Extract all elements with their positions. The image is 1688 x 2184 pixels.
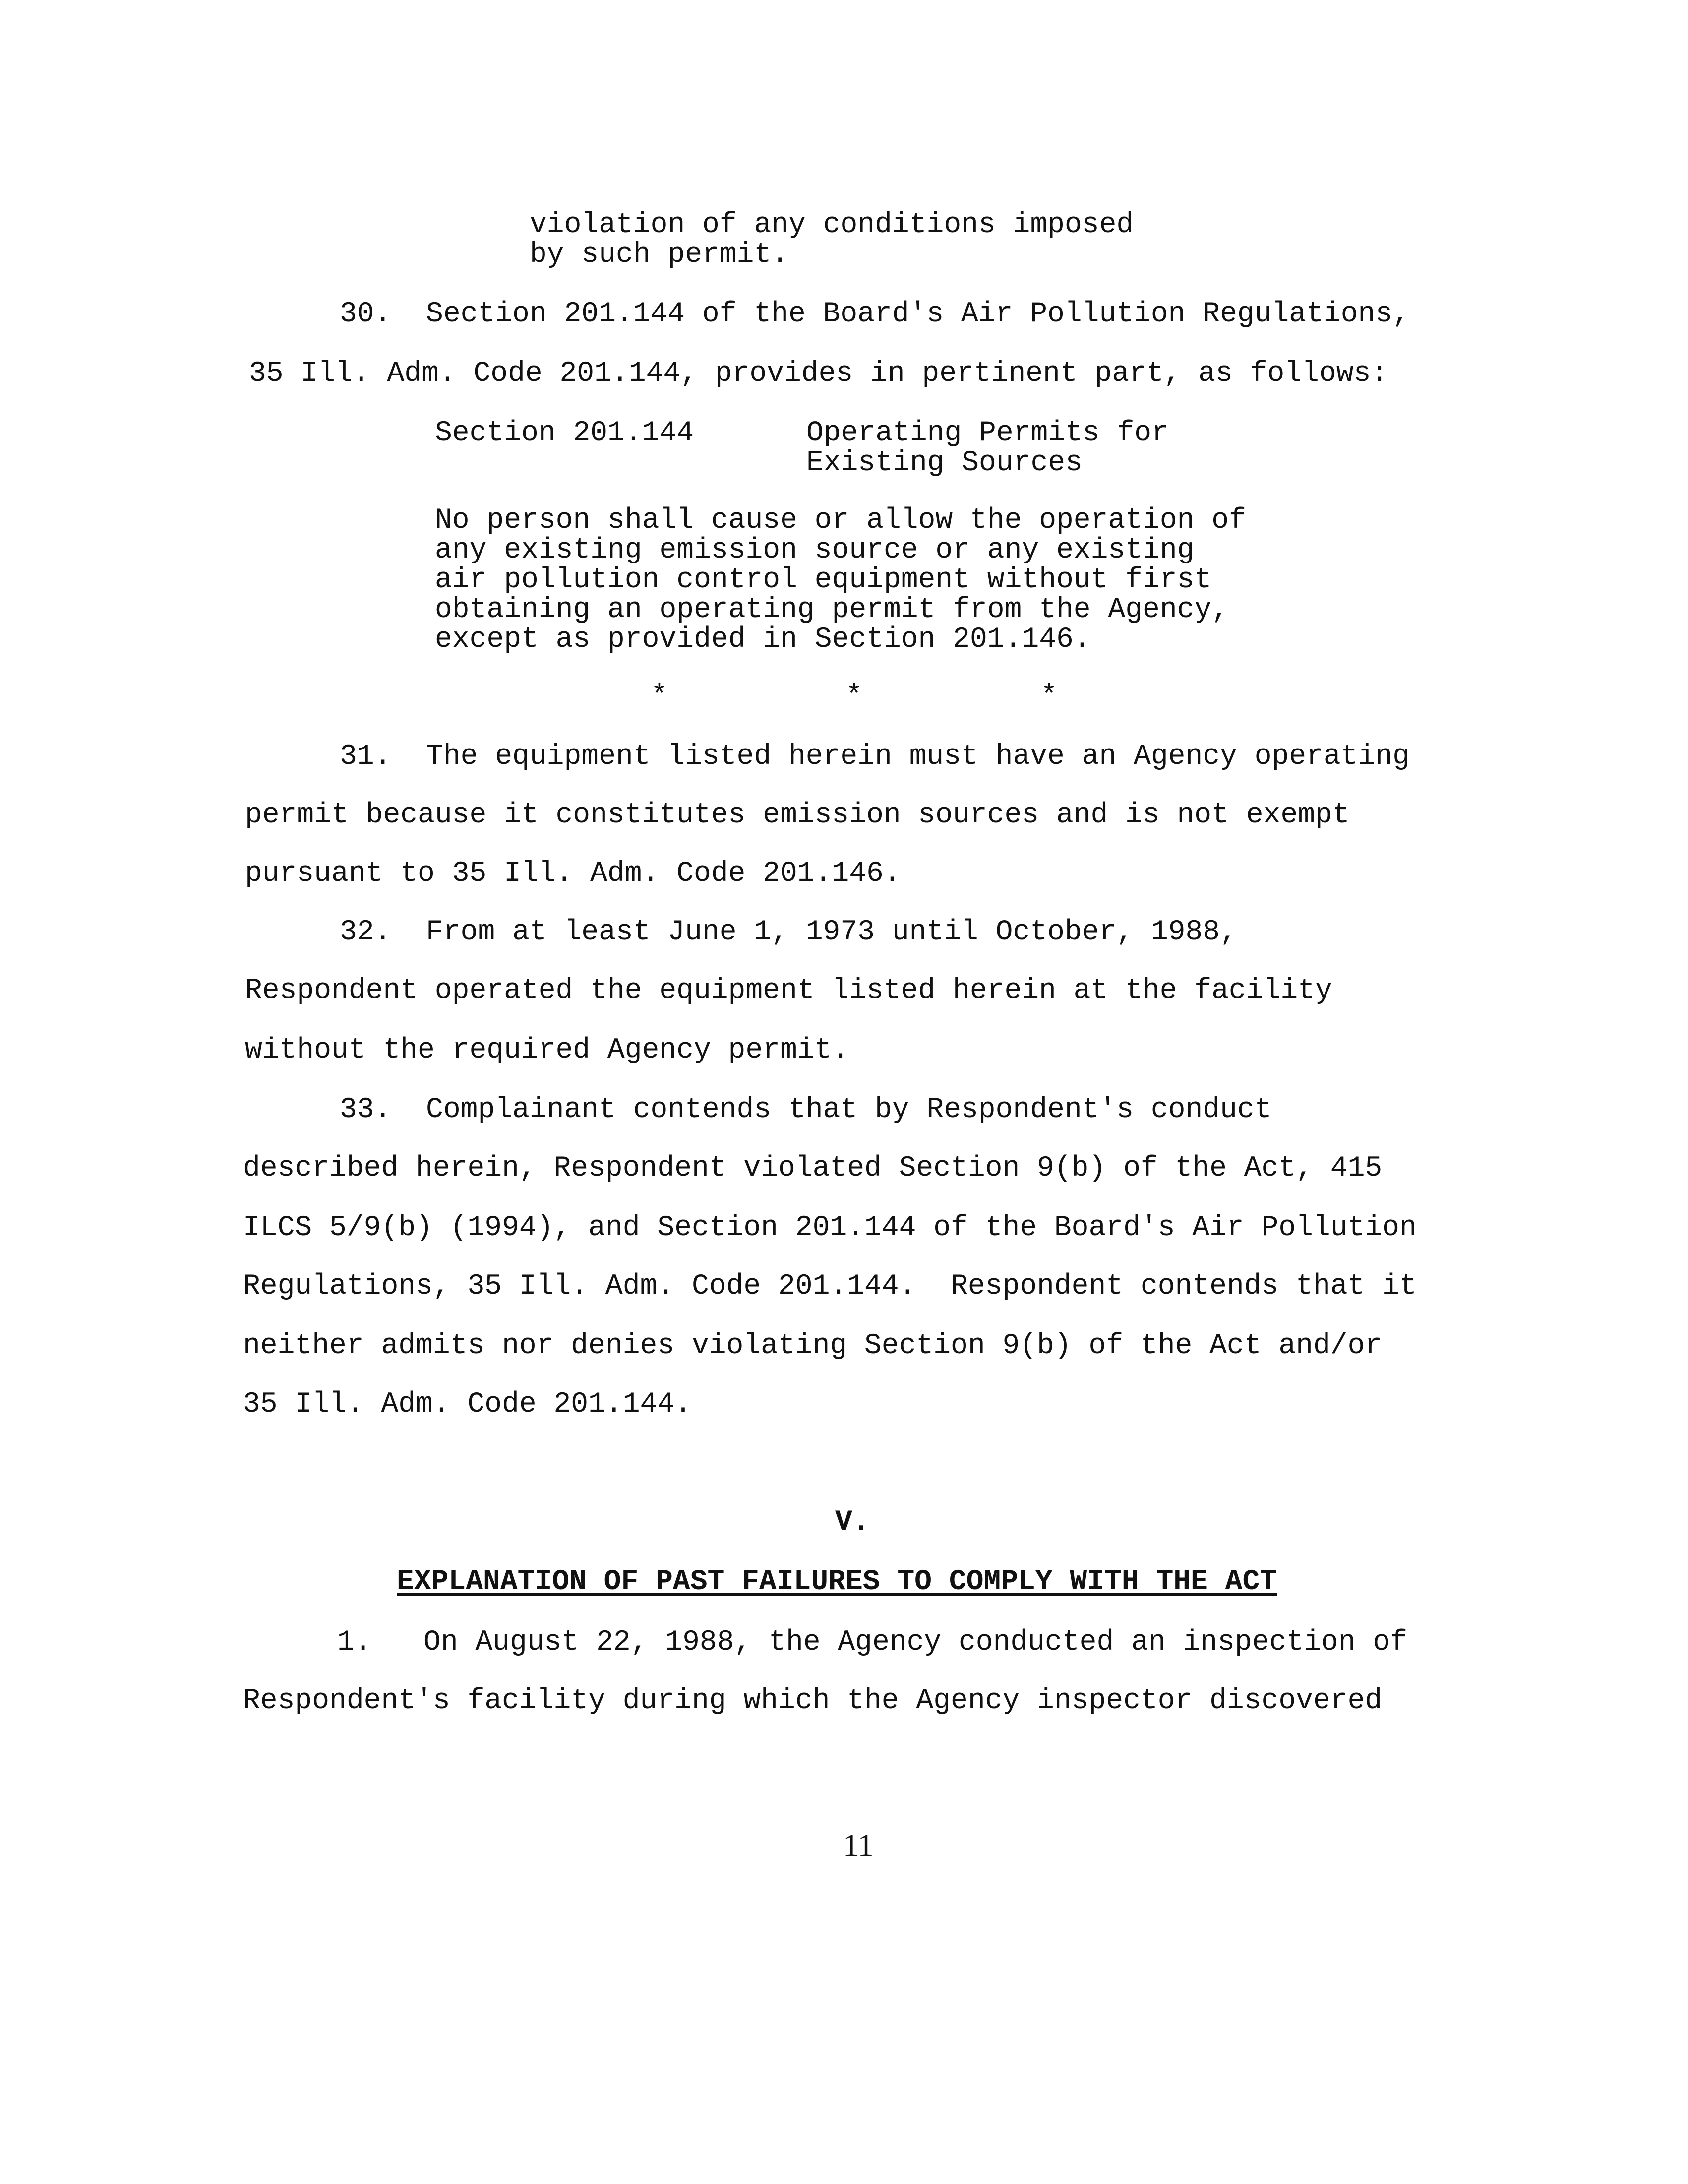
paragraph-33-line-4: Regulations, 35 Ill. Adm. Code 201.144. Respondent contends that it <box>243 1270 1417 1303</box>
paragraph-32-line-2: Respondent operated the equipment listed herein at the facility <box>245 975 1332 1007</box>
section-title: EXPLANATION OF PAST FAILURES TO COMPLY WITH THE ACT <box>397 1566 1277 1598</box>
carryover-quote-line-1: violation of any conditions imposed <box>530 209 1134 241</box>
quote-body-line-2: any existing emission source or any existing <box>435 534 1195 566</box>
paragraph-31-line-2: permit because it constitutes emission sources and is not exempt <box>245 799 1350 831</box>
section-v-paragraph-1-line-2: Respondent's facility during which the Agency inspector discovered <box>243 1685 1383 1717</box>
omission-asterisk-1: * <box>651 681 668 713</box>
section-roman-numeral: V. <box>835 1506 870 1539</box>
paragraph-32-line-3: without the required Agency permit. <box>245 1034 849 1066</box>
paragraph-33-line-2: described herein, Respondent violated Section 9(b) of the Act, 415 <box>243 1152 1383 1185</box>
paragraph-30-line-1: 30. Section 201.144 of the Board's Air Pollution Regulations, <box>340 298 1410 330</box>
page-number: 11 <box>843 1827 874 1863</box>
paragraph-32-line-1: 32. From at least June 1, 1973 until October, 1988, <box>340 916 1237 948</box>
quote-body-line-5: except as provided in Section 201.146. <box>435 624 1091 656</box>
paragraph-31-line-3: pursuant to 35 Ill. Adm. Code 201.146. <box>245 858 901 890</box>
paragraph-33-line-3: ILCS 5/9(b) (1994), and Section 201.144 of the Board's Air Pollution <box>243 1212 1417 1244</box>
carryover-quote-line-2: by such permit. <box>530 239 789 271</box>
paragraph-33-line-5: neither admits nor denies violating Section 9(b) of the Act and/or <box>243 1330 1383 1362</box>
omission-asterisk-3: * <box>1040 681 1058 713</box>
omission-asterisk-2: * <box>845 681 863 713</box>
quote-section-number: Section 201.144 <box>435 417 694 449</box>
paragraph-33-line-1: 33. Complainant contends that by Respondent's conduct <box>340 1094 1272 1126</box>
quote-body-line-4: obtaining an operating permit from the Agency, <box>435 594 1229 626</box>
quote-body-line-1: No person shall cause or allow the operation of <box>435 504 1246 537</box>
quote-section-title-line-1: Operating Permits for <box>806 417 1169 449</box>
paragraph-31-line-1: 31. The equipment listed herein must have an Agency operating <box>340 741 1410 773</box>
quote-section-title-line-2: Existing Sources <box>806 447 1083 479</box>
quote-body-line-3: air pollution control equipment without first <box>435 564 1212 596</box>
paragraph-30-line-2: 35 Ill. Adm. Code 201.144, provides in pertinent part, as follows: <box>249 358 1388 390</box>
paragraph-33-line-6: 35 Ill. Adm. Code 201.144. <box>243 1388 692 1421</box>
section-v-paragraph-1-line-1: 1. On August 22, 1988, the Agency conducted an inspection of <box>337 1626 1407 1659</box>
